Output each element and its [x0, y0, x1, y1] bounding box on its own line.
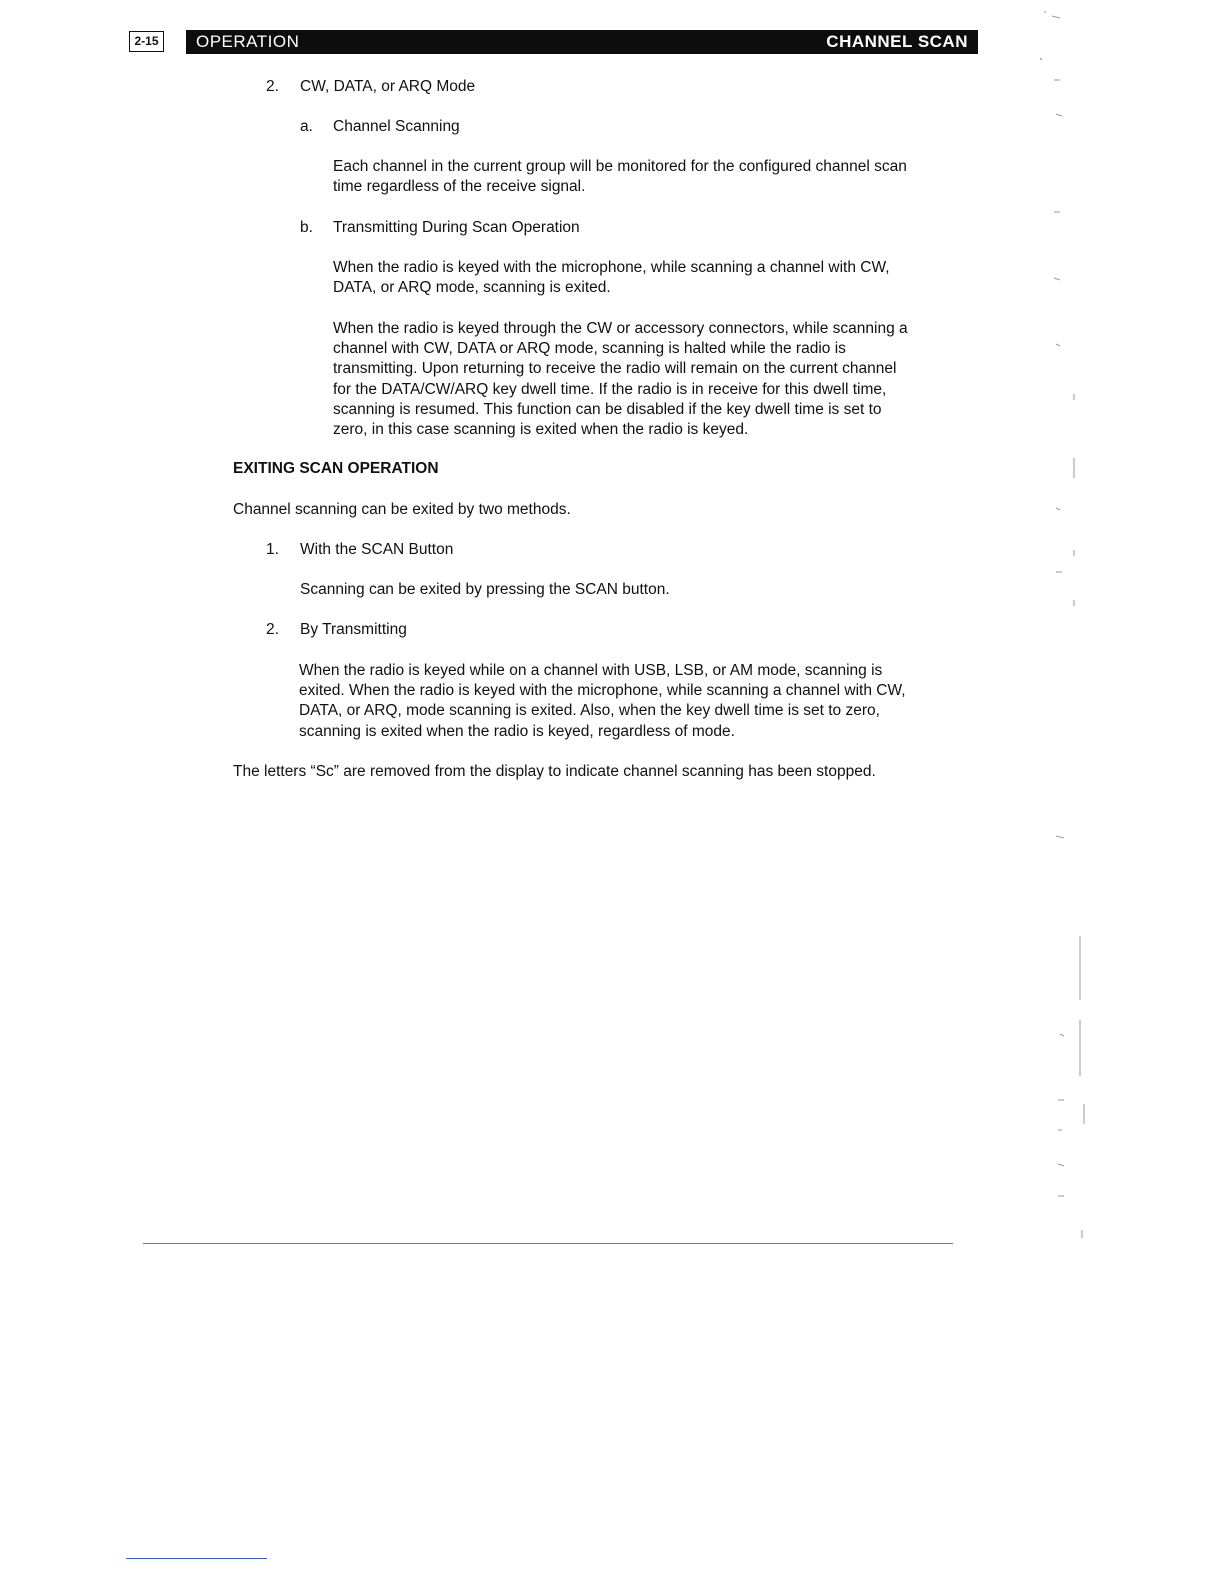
sub-a-letter: a.	[300, 118, 313, 135]
paragraph-line: zero, in this case scanning is exited when the radio is keyed.	[333, 421, 749, 439]
closing-sentence: The letters “Sc” are removed from the display to indicate channel scanning has been stopped.	[233, 763, 876, 780]
paragraph-line: time regardless of the receive signal.	[333, 178, 586, 196]
method-1-title: With the SCAN Button	[300, 541, 454, 558]
item-2-title: CW, DATA, or ARQ Mode	[300, 78, 476, 95]
bottom-rule	[143, 1243, 953, 1244]
paragraph-line: When the radio is keyed while on a channel with USB, LSB, or AM mode, scanning is	[299, 662, 883, 679]
sub-b-letter: b.	[300, 219, 313, 236]
method-1-text: Scanning can be exited by pressing the SCAN button.	[300, 581, 670, 598]
section-title-right: CHANNEL SCAN	[826, 32, 968, 51]
paragraph-line: exited. When the radio is keyed with the microphone, while scanning a channel with CW,	[299, 682, 906, 700]
paragraph-line: When the radio is keyed with the microphone, while scanning a channel with CW,	[333, 259, 890, 276]
exiting-heading: EXITING SCAN OPERATION	[233, 460, 439, 477]
sub-a-paragraph	[333, 157, 907, 197]
paragraph-line: scanning is resumed. This function can be disabled if the key dwell time is set to	[333, 400, 882, 418]
method-2-title: By Transmitting	[300, 621, 407, 638]
paragraph-line: transmitting. Upon returning to receive the radio will remain on the current channel	[333, 360, 897, 378]
page-number: 2-15	[129, 31, 164, 52]
paragraph-line: Each channel in the current group will be monitored for the configured channel scan	[333, 158, 907, 175]
paragraph-line: DATA, or ARQ, mode scanning is exited. Also, when the key dwell time is set to zero,	[299, 702, 880, 720]
paragraph-line: DATA, or ARQ mode, scanning is exited.	[333, 279, 611, 297]
section-header-bar	[186, 30, 978, 54]
paragraph-line: channel with CW, DATA or ARQ mode, scanning is halted while the radio is	[333, 340, 846, 358]
sub-b-paragraph-2	[333, 319, 908, 440]
method-2-paragraph	[299, 661, 906, 742]
sub-b-title: Transmitting During Scan Operation	[333, 219, 580, 236]
paragraph-line: for the DATA/CW/ARQ key dwell time. If the radio is in receive for this dwell time,	[333, 380, 887, 398]
scan-margin-artifacts	[1030, 0, 1110, 1260]
sub-b-paragraph-1	[333, 258, 890, 298]
method-1-number: 1.	[266, 541, 279, 558]
paragraph-line: When the radio is keyed through the CW or accessory connectors, while scanning a	[333, 320, 908, 337]
method-2-number: 2.	[266, 621, 279, 638]
item-2-number: 2.	[266, 78, 279, 95]
exiting-intro: Channel scanning can be exited by two methods.	[233, 501, 571, 518]
section-title-left: OPERATION	[196, 32, 300, 51]
paragraph-line: scanning is exited when the radio is keyed, regardless of mode.	[299, 722, 735, 740]
sub-a-title: Channel Scanning	[333, 118, 460, 135]
footer-rule	[126, 1558, 267, 1559]
